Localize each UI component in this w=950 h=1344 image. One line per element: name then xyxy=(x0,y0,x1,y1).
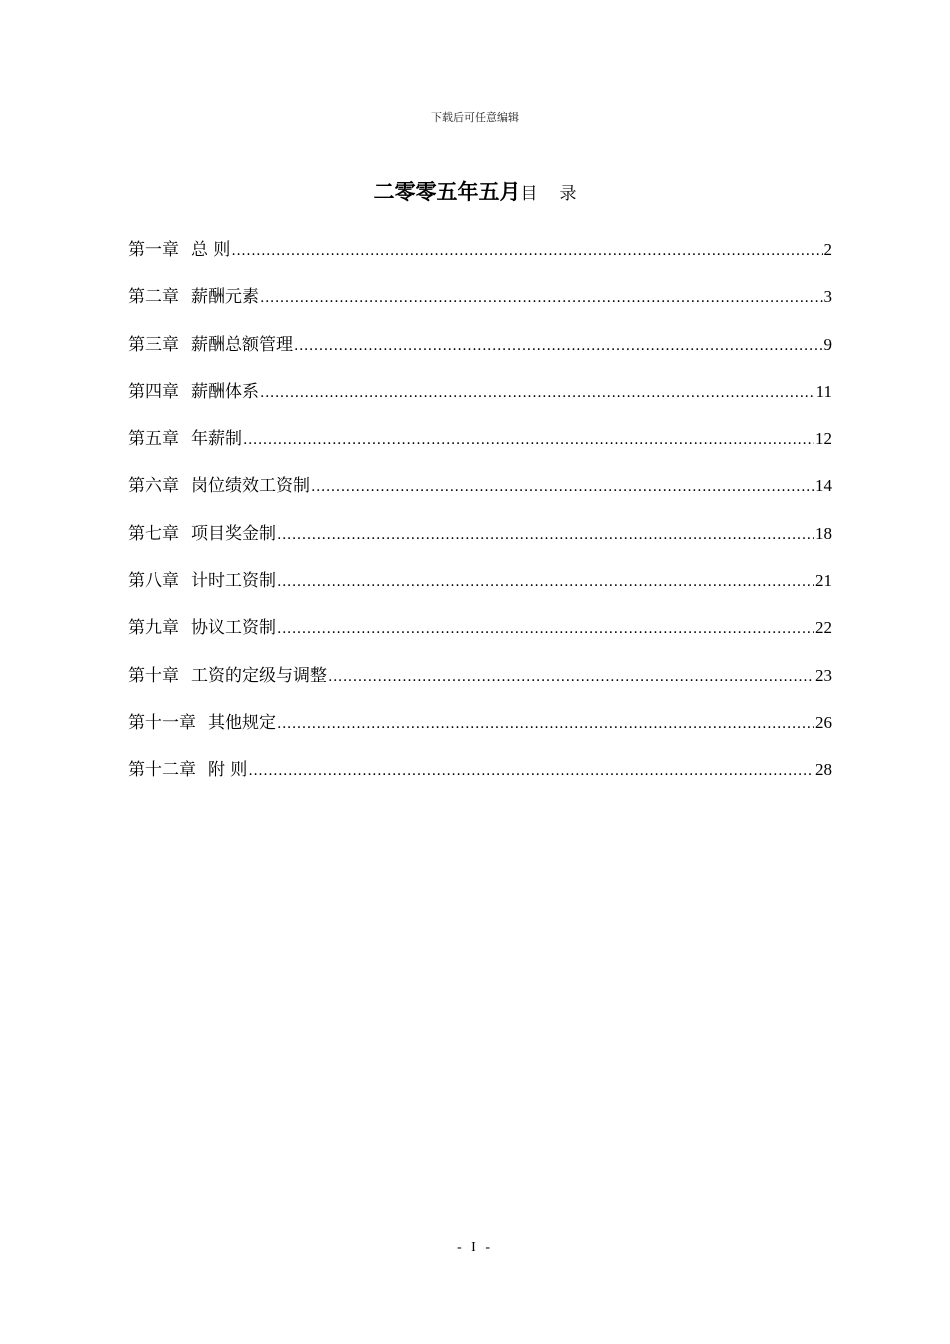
toc-entry[interactable] xyxy=(128,756,832,803)
toc-page-number: 18 xyxy=(815,523,832,543)
toc-entry[interactable] xyxy=(128,236,832,283)
toc-entry[interactable] xyxy=(128,567,832,614)
toc-chapter-number: 第三章 xyxy=(128,334,179,355)
toc-chapter-number: 第十一章 xyxy=(128,712,196,733)
toc-entry[interactable] xyxy=(128,425,832,472)
header-note: 下载后可任意编辑 xyxy=(431,111,519,124)
toc-page-number: 12 xyxy=(815,429,832,449)
toc-page-number: 21 xyxy=(815,571,832,591)
toc-chapter-number: 第六章 xyxy=(128,476,179,497)
toc-chapter-title: 工资的定级与调整 xyxy=(191,665,327,686)
toc-dot-leader xyxy=(311,473,814,501)
toc-page-number: 22 xyxy=(815,618,832,638)
toc-page-number: 3 xyxy=(823,287,832,307)
toc-dot-leader xyxy=(277,615,814,643)
toc-chapter-title: 计时工资制 xyxy=(191,571,276,592)
toc-page-number: 9 xyxy=(823,334,832,354)
toc-dot-leader xyxy=(260,284,823,312)
toc-dot-leader xyxy=(243,426,814,454)
toc-entry[interactable] xyxy=(128,662,832,709)
toc-entry[interactable] xyxy=(128,709,832,756)
toc-chapter-title: 总 则 xyxy=(191,240,231,260)
toc-chapter-number: 第五章 xyxy=(128,429,179,450)
toc-entry[interactable] xyxy=(128,283,832,330)
toc-chapter-title: 附 则 xyxy=(208,760,248,781)
toc-chapter-title: 薪酬体系 xyxy=(191,381,259,402)
page-footer-number: - I - xyxy=(457,1240,493,1255)
toc-heading-part-2: 录 xyxy=(559,184,577,204)
toc-chapter-title: 项目奖金制 xyxy=(191,523,276,544)
toc-dot-leader xyxy=(248,757,814,785)
toc-chapter-number: 第四章 xyxy=(128,381,179,402)
toc-chapter-title: 岗位绩效工资制 xyxy=(191,476,310,497)
toc-page-number: 11 xyxy=(815,381,832,401)
toc-chapter-title: 薪酬总额管理 xyxy=(191,334,293,355)
toc-dot-leader xyxy=(277,521,814,549)
toc-chapter-title: 协议工资制 xyxy=(191,618,276,639)
table-of-contents xyxy=(128,236,832,804)
toc-chapter-title: 其他规定 xyxy=(208,712,276,733)
document-date: 二零零五年五月 xyxy=(373,180,521,204)
toc-entry[interactable] xyxy=(128,378,832,425)
toc-chapter-number: 第十二章 xyxy=(128,760,196,781)
toc-dot-leader xyxy=(260,379,815,407)
toc-page-number: 23 xyxy=(815,665,832,685)
toc-page-number: 26 xyxy=(815,712,832,732)
toc-page-number: 14 xyxy=(815,476,832,496)
toc-entry[interactable] xyxy=(128,614,832,661)
toc-chapter-number: 第八章 xyxy=(128,571,179,592)
toc-dot-leader xyxy=(277,568,814,596)
toc-chapter-number: 第七章 xyxy=(128,523,179,544)
toc-entry[interactable] xyxy=(128,331,832,378)
toc-dot-leader xyxy=(328,663,814,691)
toc-dot-leader xyxy=(277,710,814,738)
toc-heading-part-1: 目 xyxy=(520,184,538,204)
toc-dot-leader xyxy=(231,237,822,265)
toc-chapter-number: 第二章 xyxy=(128,287,179,308)
toc-page-number: 28 xyxy=(815,760,832,780)
page-title xyxy=(0,176,950,206)
toc-chapter-number: 第九章 xyxy=(128,618,179,639)
toc-chapter-number: 第一章 xyxy=(128,240,179,260)
toc-entry[interactable] xyxy=(128,520,832,567)
toc-chapter-title: 年薪制 xyxy=(191,429,242,450)
toc-chapter-number: 第十章 xyxy=(128,665,179,686)
toc-entry[interactable] xyxy=(128,472,832,519)
toc-dot-leader xyxy=(294,332,823,360)
toc-chapter-title: 薪酬元素 xyxy=(191,287,259,308)
toc-page-number: 2 xyxy=(823,240,832,259)
